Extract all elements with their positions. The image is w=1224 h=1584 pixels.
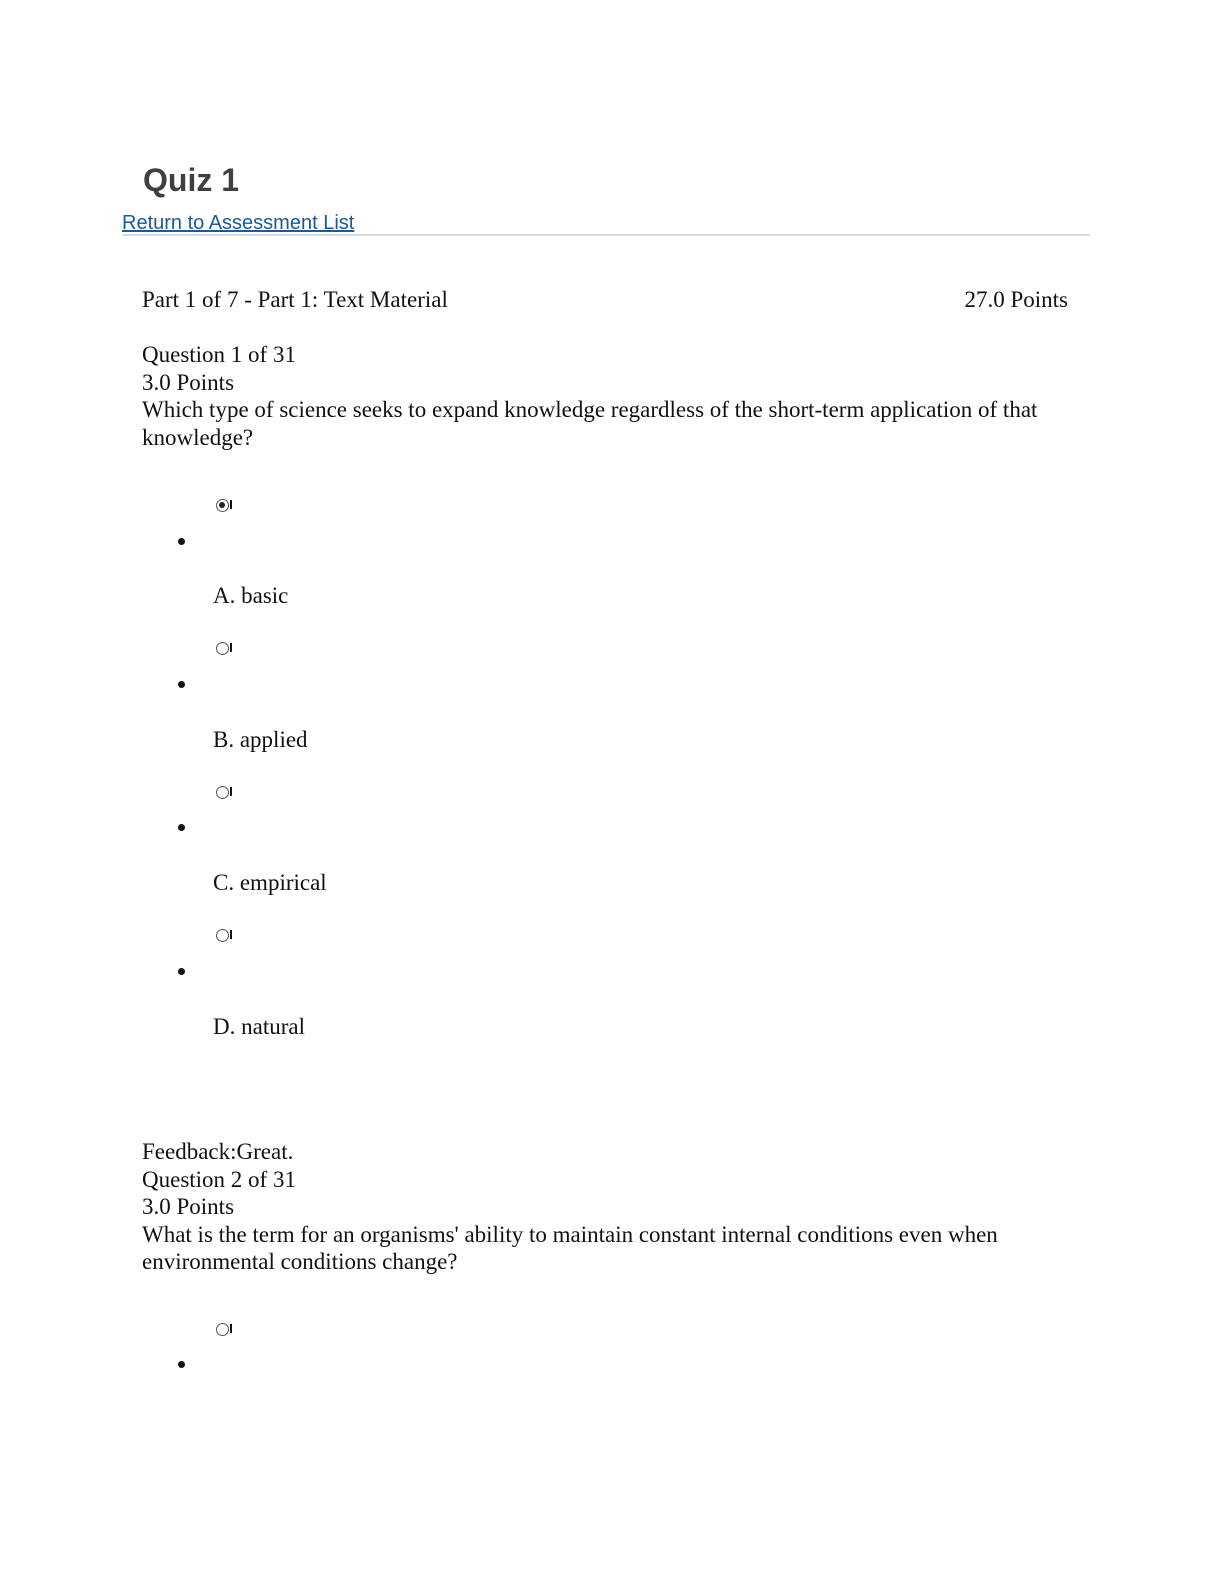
return-to-assessment-list-link[interactable]: Return to Assessment List [122, 212, 355, 234]
radio-tick-icon [230, 930, 232, 939]
list-bullet-icon [178, 824, 185, 831]
q2-option-a-radio[interactable] [216, 1323, 229, 1336]
option-a-label: A. basic [213, 583, 289, 608]
option-a-radio[interactable] [216, 499, 229, 512]
question-text: What is the term for an organisms' ability to maintain constant internal conditions even when environmental conditions change? [142, 1221, 998, 1274]
question-2-header [142, 1138, 1082, 1276]
part-label: Part 1 of 7 - Part 1: Text Material [142, 287, 448, 312]
question-1-header [142, 341, 1082, 451]
question-points: 3.0 Points [142, 1194, 235, 1219]
option-c-radio[interactable] [216, 786, 229, 799]
question-number: Question 1 of 31 [142, 342, 296, 367]
list-bullet-icon [178, 538, 185, 545]
option-b-label: B. applied [213, 727, 308, 752]
radio-tick-icon [230, 500, 232, 509]
header-divider [122, 234, 1090, 236]
question-points: 3.0 Points [142, 369, 235, 395]
radio-tick-icon [230, 643, 232, 652]
option-d-radio[interactable] [216, 929, 229, 942]
question-text: Which type of science seeks to expand knowledge regardless of the short-term application of that knowledge? [142, 397, 1038, 450]
option-d-label: D. natural [213, 1014, 305, 1039]
part-points: 27.0 Points [964, 287, 1068, 312]
list-bullet-icon [178, 968, 185, 975]
option-b-radio[interactable] [216, 642, 229, 655]
radio-tick-icon [230, 1324, 232, 1333]
feedback-text: Feedback:Great. [142, 1139, 294, 1164]
list-bullet-icon [178, 681, 185, 688]
question-number: Question 2 of 31 [142, 1166, 296, 1192]
list-bullet-icon [178, 1361, 185, 1368]
page-title: Quiz 1 [143, 162, 240, 198]
radio-tick-icon [230, 787, 232, 796]
option-c-label: C. empirical [213, 870, 327, 895]
